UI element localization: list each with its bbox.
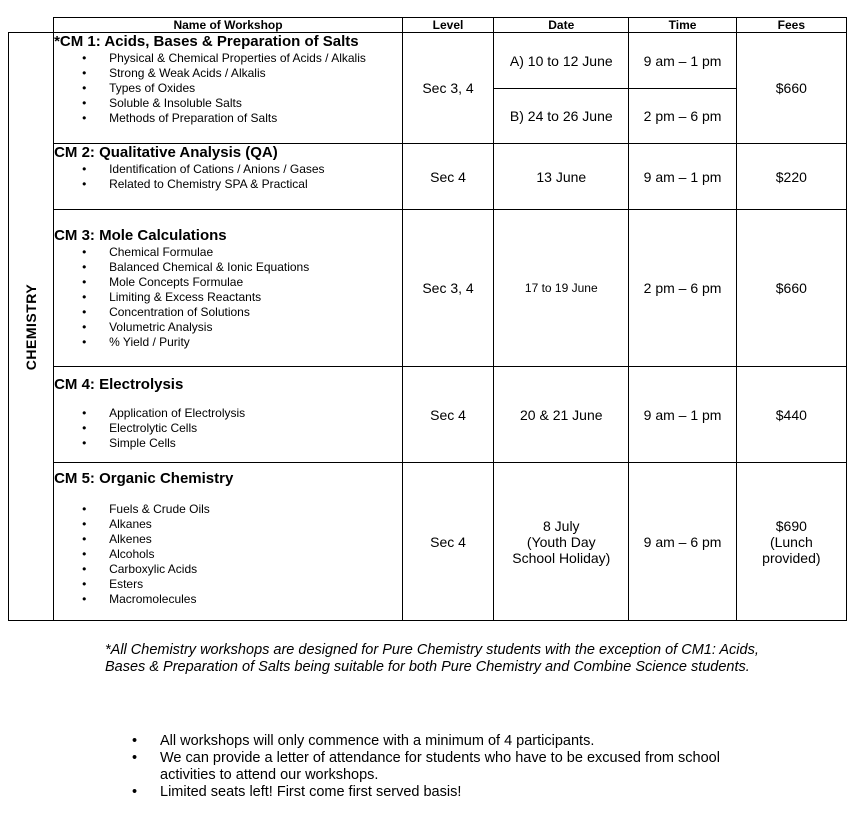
table-header-row (9, 18, 847, 33)
time-cell: 9 am – 1 pm (629, 33, 736, 89)
date-line: School Holiday) (512, 549, 611, 566)
topic-item: • Macromolecules (54, 592, 402, 607)
date-cell: 17 to 19 June (494, 210, 629, 367)
header-date: Date (494, 18, 629, 33)
time-cell: 2 pm – 6 pm (629, 89, 736, 144)
header-name: Name of Workshop (54, 18, 403, 33)
date-cell: B) 24 to 26 June (494, 89, 629, 144)
table-row (9, 210, 847, 367)
topic-list (54, 162, 402, 192)
date-line: (Youth Day (526, 533, 596, 550)
workshop-title: CM 4: Electrolysis (54, 376, 184, 393)
fees-line: provided) (762, 549, 821, 566)
topic-item: • Methods of Preparation of Salts (54, 111, 402, 126)
topic-item: • Alkenes (54, 532, 402, 547)
table-row (9, 33, 847, 89)
fees-cell (736, 463, 846, 621)
topic-item: • Limiting & Excess Reactants (54, 290, 402, 305)
fees-line: $690 (775, 517, 807, 534)
date-cell: 20 & 21 June (494, 367, 629, 463)
fees-cell: $220 (736, 144, 846, 210)
topic-item: • Application of Electrolysis (54, 406, 402, 421)
topic-item: • Soluble & Insoluble Salts (54, 96, 402, 111)
time-cell: 9 am – 1 pm (629, 144, 736, 210)
topic-list (54, 51, 402, 126)
workshop-title: CM 3: Mole Calculations (54, 227, 227, 244)
workshop-cell-cm5 (54, 463, 403, 621)
table-row (9, 144, 847, 210)
topic-item: • Types of Oxides (54, 81, 402, 96)
topic-list (54, 245, 402, 350)
header-time: Time (629, 18, 736, 33)
level-cell: Sec 4 (402, 463, 493, 621)
level-cell: Sec 4 (402, 367, 493, 463)
topic-item: • Physical & Chemical Properties of Acids / Alkalis (54, 51, 402, 66)
header-corner (9, 18, 54, 33)
footnote: *All Chemistry workshops are designed for Pure Chemistry students with the exception of CM1: Acids, Bases & Preparation of Salts being suitable for both Pure Chemistry and Combine Science students. (105, 642, 759, 675)
date-line: 8 July (542, 517, 580, 534)
level-cell: Sec 3, 4 (402, 33, 493, 144)
workshop-schedule-table (8, 17, 847, 621)
fees-cell: $440 (736, 367, 846, 463)
info-bullet: • We can provide a letter of attendance for students who have to be excused from school activities to attend our workshops. (132, 750, 772, 784)
workshop-cell-cm4 (54, 367, 403, 463)
workshop-title: CM 5: Organic Chemistry (54, 470, 234, 487)
topic-item: • Alkanes (54, 517, 402, 532)
info-bullet: • Limited seats left! First come first served basis! (132, 784, 772, 801)
topic-item: • Mole Concepts Formulae (54, 275, 402, 290)
topic-list (54, 406, 402, 451)
topic-item: • Balanced Chemical & Ionic Equations (54, 260, 402, 275)
subject-cell (9, 33, 54, 621)
level-cell: Sec 4 (402, 144, 493, 210)
topic-item: • Concentration of Solutions (54, 305, 402, 320)
level-cell: Sec 3, 4 (402, 210, 493, 367)
topic-item: • Chemical Formulae (54, 245, 402, 260)
time-cell: 9 am – 1 pm (629, 367, 736, 463)
topic-item: • Strong & Weak Acids / Alkalis (54, 66, 402, 81)
topic-item: • Carboxylic Acids (54, 562, 402, 577)
info-bullet-list (132, 733, 772, 801)
workshop-cell-cm1 (54, 33, 403, 144)
subject-label: CHEMISTRY (23, 283, 40, 370)
topic-item: • % Yield / Purity (54, 335, 402, 350)
workshop-title: *CM 1: Acids, Bases & Preparation of Salts (54, 33, 359, 50)
workshop-cell-cm3 (54, 210, 403, 367)
header-fees: Fees (736, 18, 846, 33)
topic-item: • Related to Chemistry SPA & Practical (54, 177, 402, 192)
topic-item: • Identification of Cations / Anions / Gases (54, 162, 402, 177)
table-row (9, 367, 847, 463)
date-cell (494, 463, 629, 621)
table-row (9, 463, 847, 621)
date-cell: A) 10 to 12 June (494, 33, 629, 89)
topic-item: • Esters (54, 577, 402, 592)
topic-item: • Fuels & Crude Oils (54, 502, 402, 517)
info-bullet: • All workshops will only commence with a minimum of 4 participants. (132, 733, 772, 750)
topic-item: • Electrolytic Cells (54, 421, 402, 436)
fees-cell: $660 (736, 210, 846, 367)
topic-item: • Simple Cells (54, 436, 402, 451)
workshop-cell-cm2 (54, 144, 403, 210)
time-cell: 9 am – 6 pm (629, 463, 736, 621)
fees-line: (Lunch (769, 533, 813, 550)
time-cell: 2 pm – 6 pm (629, 210, 736, 367)
topic-list (54, 502, 402, 607)
topic-item: • Alcohols (54, 547, 402, 562)
date-cell: 13 June (494, 144, 629, 210)
fees-cell: $660 (736, 33, 846, 144)
workshop-title: CM 2: Qualitative Analysis (QA) (54, 144, 278, 161)
topic-item: • Volumetric Analysis (54, 320, 402, 335)
header-level: Level (402, 18, 493, 33)
